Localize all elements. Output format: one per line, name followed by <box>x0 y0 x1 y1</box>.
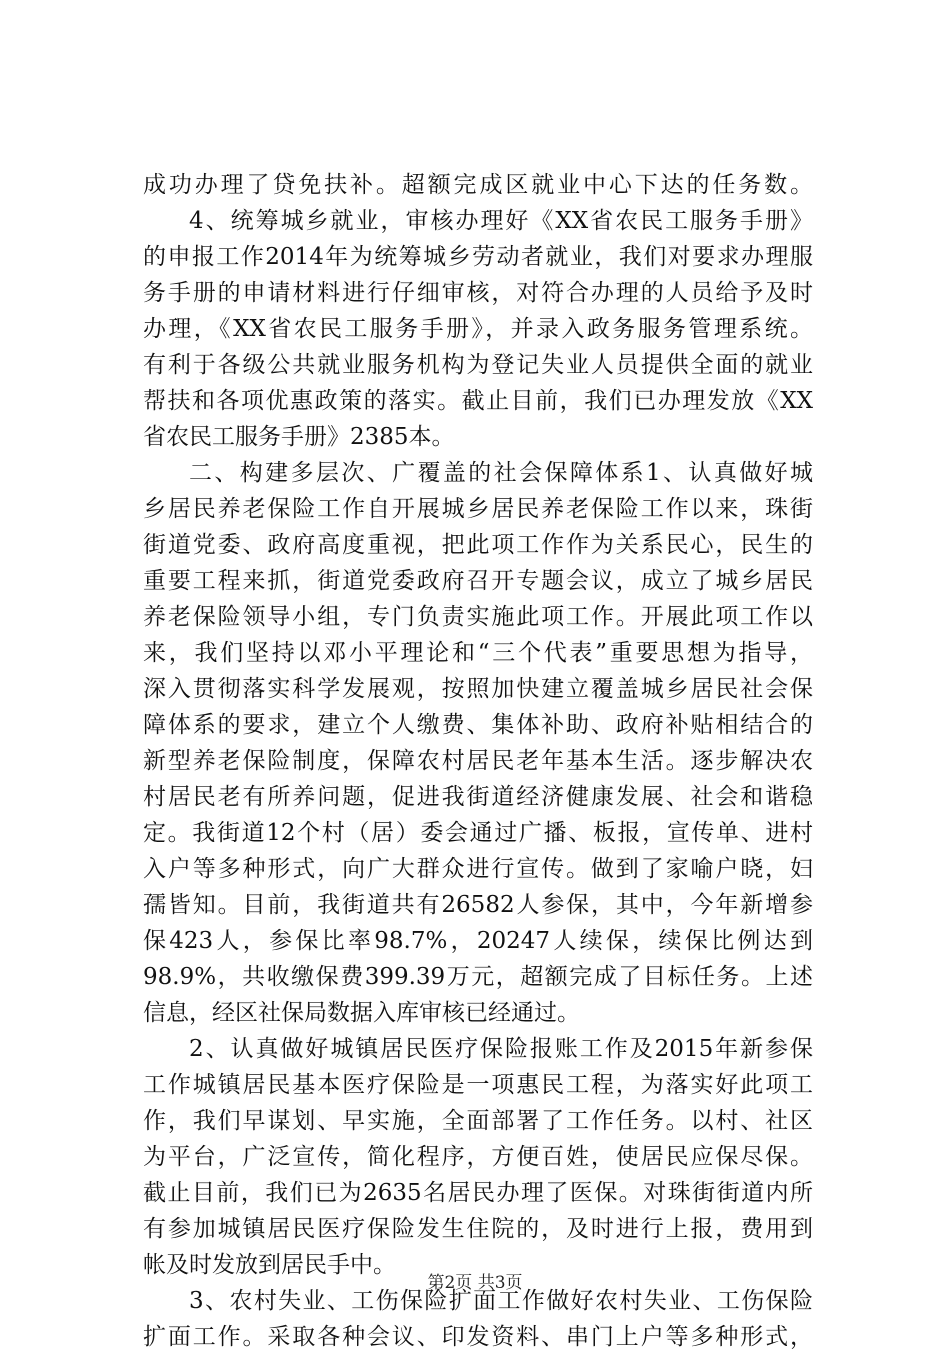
text-line: 新型养老保险制度，保障农村居民老年基本生活。逐步解决农 <box>143 748 813 774</box>
text-line: 98.9%，共收缴保费399.39万元，超额完成了目标任务。上述 <box>143 964 813 990</box>
paragraph-start-line: 二、构建多层次、广覆盖的社会保障体系1、认真做好城 <box>189 460 813 486</box>
paragraph-start-line: 2、认真做好城镇居民医疗保险报账工作及2015年新参保 <box>189 1036 813 1062</box>
text-line: 来，我们坚持以邓小平理论和“三个代表”重要思想为指导， <box>143 640 813 666</box>
text-line: 街道党委、政府高度重视，把此项工作作为关系民心，民生的 <box>143 532 813 558</box>
text-line: 入户等多种形式，向广大群众进行宣传。做到了家喻户晓，妇 <box>143 856 813 882</box>
text-line: 作，我们早谋划、早实施，全面部署了工作任务。以村、社区 <box>143 1108 813 1134</box>
text-line: 有参加城镇居民医疗保险发生住院的，及时进行上报，费用到 <box>143 1216 813 1242</box>
text-line: 孺皆知。目前，我街道共有26582人参保，其中，今年新增参 <box>143 892 813 918</box>
text-line: 扩面工作。采取各种会议、印发资料、串门上户等多种形式， <box>143 1324 813 1350</box>
paragraph-end-line: 信息，经区社保局数据入库审核已经通过。 <box>143 1000 580 1026</box>
text-line: 办理，《XX省农民工服务手册》，并录入政务服务管理系统。 <box>143 316 813 342</box>
text-line: 障体系的要求，建立个人缴费、集体补助、政府补贴相结合的 <box>143 712 813 738</box>
page-number-footer: 第2页 共3页 <box>427 1273 523 1293</box>
text-line: 定。我街道12个村（居）委会通过广播、板报，宣传单、进村 <box>143 820 813 846</box>
text-line: 有利于各级公共就业服务机构为登记失业人员提供全面的就业 <box>143 352 813 378</box>
text-line: 工作城镇居民基本医疗保险是一项惠民工程，为落实好此项工 <box>143 1072 813 1098</box>
text-line: 重要工程来抓，街道党委政府召开专题会议，成立了城乡居民 <box>143 568 813 594</box>
text-line: 保423人，参保比率98.7%，20247人续保，续保比例达到 <box>143 928 813 954</box>
document-body <box>143 167 813 1355</box>
paragraph-end-line: 省农民工服务手册》2385本。 <box>143 424 455 450</box>
text-line: 截止目前，我们已为2635名居民办理了医保。对珠街街道内所 <box>143 1180 813 1206</box>
text-line: 成功办理了贷免扶补。超额完成区就业中心下达的任务数。 <box>143 172 813 198</box>
text-line: 务手册的申请材料进行仔细审核，对符合办理的人员给予及时 <box>143 280 813 306</box>
paragraph-start-line: 3、农村失业、工伤保险扩面工作做好农村失业、工伤保险 <box>189 1288 813 1314</box>
text-line: 养老保险领导小组，专门负责实施此项工作。开展此项工作以 <box>143 604 813 630</box>
paragraph-end-line: 帐及时发放到居民手中。 <box>143 1252 396 1278</box>
text-line: 为平台，广泛宣传，简化程序，方便百姓，使居民应保尽保。 <box>143 1144 813 1170</box>
text-line: 帮扶和各项优惠政策的落实。截止目前，我们已办理发放《XX <box>143 388 813 414</box>
text-line: 村居民老有所养问题，促进我街道经济健康发展、社会和谐稳 <box>143 784 813 810</box>
paragraph-start-line: 4、统筹城乡就业，审核办理好《XX省农民工服务手册》 <box>189 208 813 234</box>
text-line: 的申报工作2014年为统筹城乡劳动者就业，我们对要求办理服 <box>143 244 813 270</box>
text-line: 深入贯彻落实科学发展观，按照加快建立覆盖城乡居民社会保 <box>143 676 813 702</box>
text-line: 乡居民养老保险工作自开展城乡居民养老保险工作以来，珠街 <box>143 496 813 522</box>
